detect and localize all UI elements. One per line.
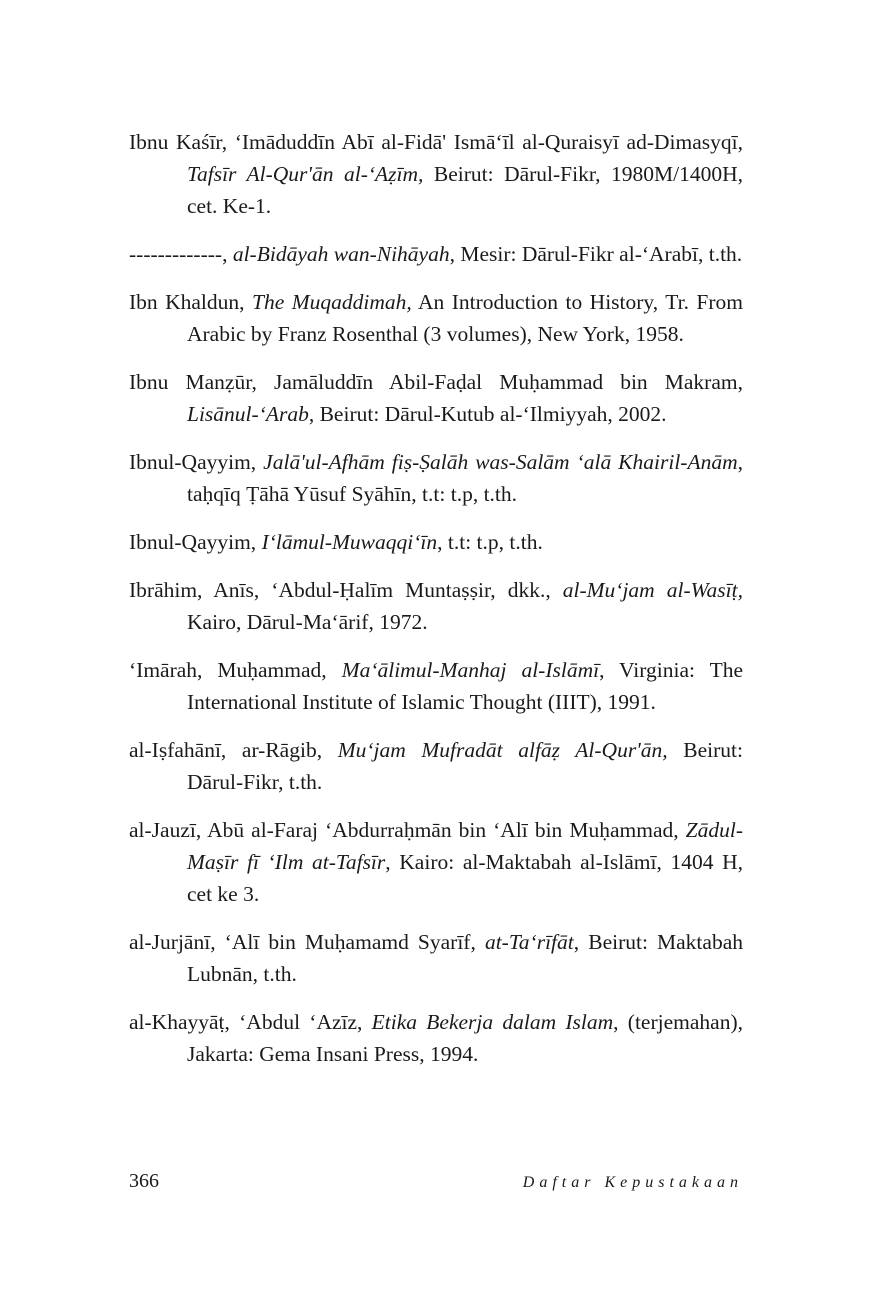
work-title: al-Bidāyah wan-Nihāyah bbox=[232, 242, 450, 266]
running-title: Daftar Kepustakaan bbox=[522, 1174, 743, 1191]
bibliography-entry: al-Iṣfahānī, ar-Rāgib, Mu‘jam Mufradāt alfāẓ Al-Qur'ān, Beirut: Dārul-Fikr, t.th. bbox=[129, 738, 743, 794]
bibliography-entry: Ibnul-Qayyim, I‘lāmul-Muwaqqi‘īn, t.t: t.p, t.th. bbox=[129, 530, 543, 554]
work-title: Tafsīr Al-Qur'ān al-‘Aẓīm, bbox=[187, 162, 424, 186]
work-title: Zādul-Maṣīr fī ‘Ilm at-Tafsīr bbox=[187, 818, 743, 874]
bibliography-list bbox=[129, 126, 743, 1086]
page-number: 366 bbox=[129, 1170, 159, 1192]
bibliography-entry: Ibn Khaldun, The Muqaddimah, An Introduction to History, Tr. From Arabic by Franz Rosenthal (3 volumes), New York, 1958. bbox=[129, 290, 743, 346]
bibliography-entry: Ibnu Kaśīr, ‘Imāduddīn Abī al-Fidā' Ismā‘īl al-Quraisyī ad-Dimasyqī, Tafsīr Al-Qur'ān al-‘Aẓīm, Beirut: Dārul-Fikr, 1980M/1400H, cet. Ke-1. bbox=[129, 130, 744, 218]
page-footer bbox=[129, 1170, 743, 1193]
work-title: al-Mu‘jam al-Wasīṭ, bbox=[562, 578, 743, 602]
work-title: Lisānul-‘Arab bbox=[187, 402, 309, 426]
work-title: I‘lāmul-Muwaqqi‘īn bbox=[261, 530, 438, 554]
bibliography-entry: -------------, al-Bidāyah wan-Nihāyah, Mesir: Dārul-Fikr al-‘Arabī, t.th. bbox=[129, 242, 743, 266]
bibliography-entry: Ibrāhim, Anīs, ‘Abdul-Ḥalīm Muntaṣṣir, dkk., al-Mu‘jam al-Wasīṭ, Kairo, Dārul-Ma‘ārif, 1972. bbox=[129, 578, 743, 634]
bibliography-entry: ‘Imārah, Muḥammad, Ma‘ālimul-Manhaj al-Islāmī, Virginia: The International Institute of Islamic Thought (IIIT), 1991. bbox=[129, 658, 744, 714]
work-title: Mu‘jam Mufradāt alfāẓ Al-Qur'ān, bbox=[337, 738, 668, 762]
bibliography-entry: Ibnu Manẓūr, Jamāluddīn Abil-Faḍal Muḥammad bin Makram, Lisānul-‘Arab, Beirut: Dārul-Kutub al-‘Ilmiyyah, 2002. bbox=[129, 370, 743, 426]
bibliography-entry: al-Khayyāṭ, ‘Abdul ‘Azīz, Etika Bekerja dalam Islam, (terjemahan), Jakarta: Gema Insani Press, 1994. bbox=[129, 1010, 743, 1066]
work-title: Ma‘ālimul-Manhaj al-Islāmī bbox=[341, 658, 600, 682]
bibliography-entry: al-Jurjānī, ‘Alī bin Muḥamamd Syarīf, at-Ta‘rīfāt, Beirut: Maktabah Lubnān, t.th. bbox=[129, 930, 743, 986]
work-title: The Muqaddimah, bbox=[252, 290, 412, 314]
bibliography-entry: al-Jauzī, Abū al-Faraj ‘Abdurraḥmān bin ‘Alī bin Muḥammad, Zādul-Maṣīr fī ‘Ilm at-Tafsīr, Kairo: al-Maktabah al-Islāmī, 1404 H, cet ke 3. bbox=[129, 818, 743, 906]
bibliography-entry: Ibnul-Qayyim, Jalā'ul-Afhām fiṣ-Ṣalāh was-Salām ‘alā Khairil-Anām, taḥqīq Ṭāhā Yūsuf Syāhīn, t.t: t.p, t.th. bbox=[129, 450, 743, 506]
work-title: Etika Bekerja dalam Islam bbox=[371, 1010, 614, 1034]
work-title: at-Ta‘rīfāt bbox=[484, 930, 574, 954]
work-title: Jalā'ul-Afhām fiṣ-Ṣalāh was-Salām ‘alā Khairil-Anām bbox=[263, 450, 738, 474]
